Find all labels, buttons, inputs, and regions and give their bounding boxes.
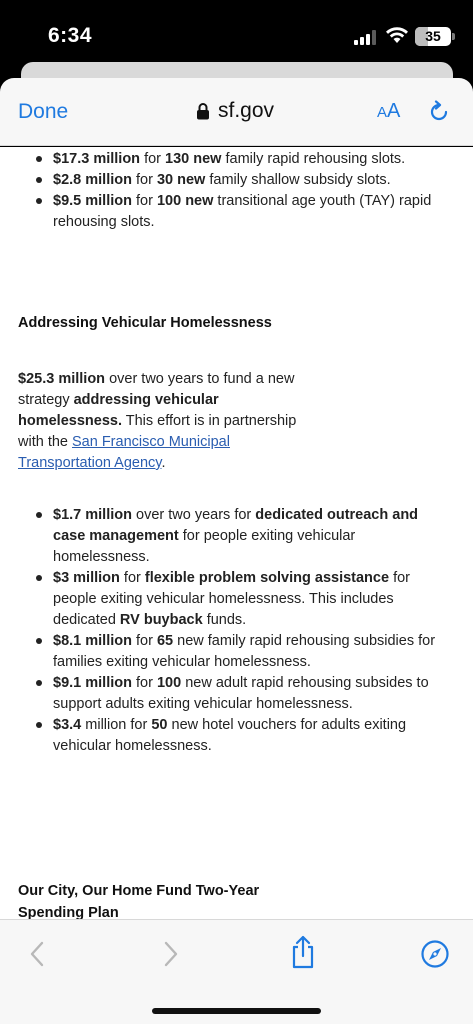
list-item: $1.7 million over two years for dedicated outreach and case management for people exiting vehicular homelessness. — [0, 505, 473, 568]
bullet — [36, 638, 42, 644]
browser-header — [0, 78, 473, 146]
sfmta-link[interactable]: San Francisco Municipal Transportation Agency — [18, 434, 230, 471]
lock-icon — [196, 102, 210, 120]
list-item: $9.5 million for 100 new transitional age youth (TAY) rapid rehousing slots. — [0, 191, 473, 233]
text-size-icon[interactable] — [377, 100, 400, 123]
url-text: sf.gov — [218, 99, 275, 122]
battery-cap — [452, 33, 455, 40]
bullet — [36, 177, 42, 183]
forward-icon[interactable] — [162, 940, 180, 968]
heading-line: Spending Plan — [18, 905, 119, 919]
wifi-icon — [385, 26, 409, 44]
bullet — [36, 156, 42, 162]
funding-list-2 — [0, 505, 473, 757]
funding-list-1 — [0, 149, 473, 233]
battery-level: 35 — [425, 28, 441, 44]
list-item: $8.1 million for 65 new family rapid rehousing subsidies for families exiting vehicular homelessness. — [0, 631, 473, 673]
aa-large-label: A — [387, 100, 401, 122]
cellular-signal-icon — [354, 30, 376, 45]
bullet — [36, 198, 42, 204]
section-heading: Addressing Vehicular Homelessness — [18, 315, 272, 331]
compass-icon[interactable] — [420, 939, 450, 969]
home-indicator — [152, 1008, 321, 1014]
share-icon[interactable] — [289, 934, 317, 970]
aa-small-label: A — [377, 104, 388, 121]
bullet — [36, 512, 42, 518]
bullet — [36, 680, 42, 686]
url-bar[interactable] — [196, 98, 274, 124]
list-item: $9.1 million for 100 new adult rapid rehousing subsides to support adults exiting vehicular homelessness. — [0, 673, 473, 715]
section-heading-2 — [18, 880, 259, 919]
list-item: $3.4 million for 50 new hotel vouchers for adults exiting vehicular homelessness. — [0, 715, 473, 757]
back-icon[interactable] — [28, 940, 46, 968]
list-item: $2.8 million for 30 new family shallow subsidy slots. — [0, 170, 473, 191]
list-item: $3 million for flexible problem solving assistance for people exiting vehicular homelessness. This includes dedicated RV buyback funds. — [0, 568, 473, 631]
list-item: $17.3 million for 130 new family rapid rehousing slots. — [0, 149, 473, 170]
section-paragraph: $25.3 million over two years to fund a new strategy addressing vehicular homelessness. This effort is in partnership with the San Francisco Municipal Transportation Agency. — [18, 371, 297, 471]
reload-icon[interactable] — [427, 100, 451, 124]
status-time: 6:34 — [48, 24, 93, 47]
bullet — [36, 575, 42, 581]
page-content — [0, 147, 473, 919]
battery-icon — [415, 27, 451, 46]
status-bar — [0, 0, 473, 66]
heading-line: Our City, Our Home Fund Two-Year — [18, 883, 260, 899]
bullet — [36, 722, 42, 728]
done-button[interactable]: Done — [18, 100, 69, 123]
